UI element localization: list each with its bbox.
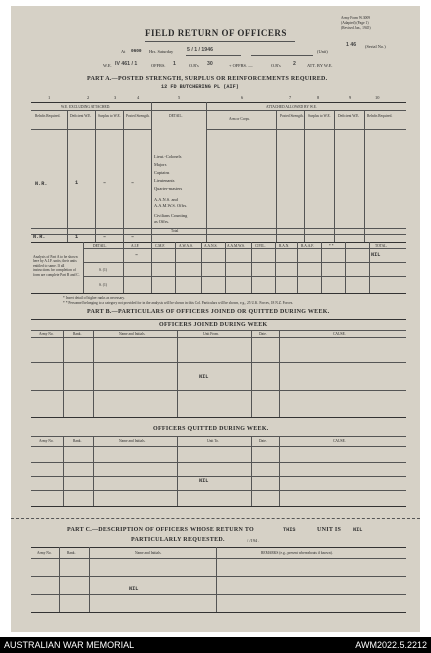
part-a-col-line <box>206 102 207 242</box>
row2-relnfts: N.R. <box>33 234 46 240</box>
analysis-row-label: S. (1) <box>99 283 107 287</box>
row1-surplus: – <box>103 180 107 186</box>
offrs-value: 1 <box>173 61 176 67</box>
hrs-value: 0600 <box>131 49 142 54</box>
part-a-unit-typed: 12 FD BUTCHERING PL (AIF) <box>161 84 239 90</box>
attached-header: ATTACHED ALLOWED BY W.E. <box>266 105 317 109</box>
part-a-col-line <box>334 110 335 242</box>
col-number: 2 <box>87 95 90 100</box>
serial-number: 1 46 <box>346 42 357 48</box>
part-a-col-line <box>276 110 277 242</box>
unit-line <box>251 55 313 56</box>
analysis-col-line <box>225 242 226 293</box>
rank-label: Lieut.-Colonels <box>154 154 182 159</box>
quitted-rule <box>31 476 406 477</box>
quitted-col-line <box>63 436 64 506</box>
rank-label: as Offrs. <box>154 219 170 224</box>
col-head-deficient-att: Deficient W.E. <box>338 114 360 118</box>
joined-bottom-rule <box>31 417 406 418</box>
analysis-col-line <box>251 242 252 293</box>
analysis-aif-value: – <box>135 252 139 258</box>
part-a-col-line <box>123 110 124 242</box>
quitted-rule <box>31 462 406 463</box>
analysis-rule <box>83 262 406 263</box>
rank-label: Majors <box>154 162 167 167</box>
rank-label: A.A.M.W.S. Offrs. <box>154 203 188 208</box>
joined-head-unit: Unit From. <box>203 332 219 336</box>
joined-head-cause: CAUSE. <box>333 332 346 336</box>
analysis-footnote-1: * Insert detail of higher ranks as necessary. <box>63 296 125 300</box>
joined-title: OFFICERS JOINED DURING WEEK <box>159 322 268 328</box>
part-c-col-line <box>89 547 90 612</box>
analysis-col-line <box>175 242 176 293</box>
part-c-col-line <box>216 547 217 612</box>
quitted-head-unit: Unit To. <box>207 439 219 443</box>
part-a-col-line <box>151 102 152 242</box>
col-head-relnfts-att: Relnfts Required. <box>367 114 393 118</box>
detail-header: DETAIL. <box>169 114 183 118</box>
col-number: 6 <box>241 95 244 100</box>
rank-label: Quarter-masters <box>154 186 183 191</box>
joined-head-rank: Rank. <box>73 332 82 336</box>
joined-col-line <box>63 330 64 417</box>
part-c-nil: NIL <box>129 586 139 592</box>
part-a-rule <box>31 110 406 111</box>
part-a-col-line <box>95 110 96 242</box>
quitted-head-cause: CAUSE. <box>333 439 346 443</box>
joined-col-line <box>93 330 94 417</box>
part-c-rule <box>31 576 406 577</box>
col-number: 7 <box>289 95 292 100</box>
part-c-requested-date: / /194 . <box>247 538 260 543</box>
total-label: Total <box>171 229 179 233</box>
plus-offrs-label: + OFFRS. — <box>229 63 253 68</box>
col-head-deficient: Deficient W.E. <box>70 114 92 118</box>
analysis-col-line <box>151 242 152 293</box>
joined-nil: NIL <box>199 374 209 380</box>
part-a-title: PART A.—POSTED STRENGTH, SURPLUS OR REINFORCEMENTS REQUIRED. <box>87 76 328 82</box>
part-c-head-rank: Rank. <box>67 551 76 555</box>
row1-deficient: 1 <box>75 180 79 186</box>
col-number: 4 <box>137 95 140 100</box>
part-a-rule <box>31 129 151 130</box>
quitted-head-army-no: Army No. <box>39 439 54 443</box>
col-head-arm: Arm or Corps. <box>229 117 250 121</box>
ors2-label: O.R's <box>271 63 281 68</box>
serial-label: (Serial No.) <box>365 44 386 49</box>
title-underline <box>145 41 295 42</box>
analysis-head-ran: R.A.N. <box>279 244 290 248</box>
we-excl-header: W.E. EXCLUDING ATTACHED. <box>61 105 111 109</box>
form-ref-line3: (Revised Jan., 1945) <box>341 26 371 30</box>
part-c-title: PART C.—DESCRIPTION OF OFFICERS WHOSE RETURN TO <box>67 527 254 533</box>
row2-posted: – <box>131 234 135 240</box>
part-a-col-line <box>364 110 365 242</box>
analysis-head-other: * * <box>329 244 334 248</box>
part-a-rule <box>31 234 406 235</box>
part-c-unit-is: UNIT IS <box>317 527 342 533</box>
att-label: ATT. BY W.E. <box>307 63 333 68</box>
quitted-head-date: Date. <box>259 439 267 443</box>
analysis-col-line <box>345 242 346 293</box>
joined-col-line <box>251 330 252 417</box>
row1-relnfts: N.R. <box>35 181 48 187</box>
part-a-col-line <box>304 110 305 242</box>
row2-surplus: – <box>103 234 107 240</box>
analysis-col-line <box>275 242 276 293</box>
analysis-head-detail: DETAIL. <box>93 244 107 248</box>
rank-label: Lieutenants <box>154 178 175 183</box>
joined-head-date: Date. <box>259 332 267 336</box>
part-b-top-rule <box>31 319 406 320</box>
quitted-rule <box>31 436 406 437</box>
form-ref-line1: Army Form W.3009 <box>341 16 371 20</box>
col-head-surplus: Surplus to W.E. <box>98 114 121 118</box>
analysis-total-value: NIL <box>371 252 381 258</box>
analysis-footnote-2: * * Personnel belonging to a category not provided for in the analysis will be shown in this Col. Particulars will be shown, e.g., 25 U.K. Forces, 18 N.Z. Forces. <box>63 301 294 305</box>
quitted-head-rank: Rank. <box>73 439 82 443</box>
date-line <box>186 55 241 56</box>
part-a-rule <box>206 129 406 130</box>
part-c-rule <box>31 558 406 559</box>
part-c-bottom-rule <box>31 612 406 613</box>
analysis-rule <box>83 276 406 277</box>
joined-rule <box>31 362 406 363</box>
we-value: IV 461 / 1 <box>115 61 138 67</box>
part-a-bottom-rule <box>31 242 406 243</box>
analysis-head-aans: A.A.N.S. <box>204 244 218 248</box>
joined-rule <box>31 390 406 391</box>
joined-head-name: Name and Initials. <box>119 332 146 336</box>
analysis-head-cmf: C.M.F. <box>155 244 165 248</box>
quitted-col-line <box>251 436 252 506</box>
tear-line <box>11 518 420 519</box>
return-date: 5 / 1 / 1946 <box>187 47 213 53</box>
joined-rule <box>31 330 406 331</box>
part-c-rule <box>31 594 406 595</box>
part-c-nil-typed: NIL <box>353 527 363 533</box>
footer-accession: AWM2022.5.2212 <box>355 640 427 650</box>
analysis-head-civil: CIVIL. <box>255 244 266 248</box>
part-a-rule <box>31 228 406 229</box>
row2-deficient: 1 <box>75 234 79 240</box>
part-b-title: PART B.—PARTICULARS OF OFFICERS JOINED OR QUITTED DURING WEEK. <box>87 309 330 315</box>
form-sheet <box>11 6 420 632</box>
part-c-return-to: THIS <box>283 527 296 533</box>
analysis-col-line <box>123 242 124 293</box>
analysis-head-aif: A.I.F. <box>131 244 140 248</box>
part-c-requested: PARTICULARLY REQUESTED. <box>131 537 225 543</box>
analysis-col-line <box>201 242 202 293</box>
offrs-label: OFFRS. <box>151 63 166 68</box>
quitted-rule <box>31 490 406 491</box>
quitted-col-line <box>177 436 178 506</box>
we-label: W.E. <box>103 63 112 68</box>
quitted-rule <box>31 446 406 447</box>
form-ref-line2: (Adapted) (Page 1) <box>341 21 369 25</box>
part-c-head-army-no: Army No. <box>37 551 52 555</box>
quitted-col-line <box>279 436 280 506</box>
at-label: At <box>121 49 126 54</box>
analysis-col-line <box>369 242 370 293</box>
analysis-row-label: S. (1) <box>99 268 107 272</box>
col-number: 3 <box>114 95 117 100</box>
ors-label: O.R's <box>189 63 199 68</box>
hrs-saturday-label: Hrs. Saturday <box>149 49 174 54</box>
form-title: FIELD RETURN OF OFFICERS <box>145 28 287 38</box>
rank-label: Captains <box>154 170 170 175</box>
quitted-bottom-rule <box>31 506 406 507</box>
analysis-col-line <box>83 242 84 293</box>
footer-institution: AUSTRALIAN WAR MEMORIAL <box>4 640 135 650</box>
analysis-head-total: TOTAL. <box>375 244 388 248</box>
joined-col-line <box>177 330 178 417</box>
col-number: 1 <box>48 95 51 100</box>
part-a-col-line <box>67 110 68 242</box>
rank-label: Civilians Counting <box>154 213 188 218</box>
analysis-head-aamws: A.A.M.W.S. <box>227 244 245 248</box>
quitted-title: OFFICERS QUITTED DURING WEEK. <box>153 426 269 432</box>
col-number: 8 <box>317 95 320 100</box>
part-c-head-remarks: REMARKS (e.g., present whereabouts if known). <box>261 551 333 555</box>
joined-col-line <box>279 330 280 417</box>
analysis-rule <box>83 248 406 249</box>
analysis-note: Analysis of Part A to be shown here by A.I.F. units; their units entitled to same. If all instructions for completion of form are complete Part B and C. <box>33 255 80 277</box>
quitted-head-name: Name and Initials. <box>119 439 146 443</box>
analysis-head-awas: A.W.A.S. <box>179 244 193 248</box>
col-head-surplus-att: Surplus to W.E. <box>308 114 331 118</box>
col-number: 5 <box>178 95 181 100</box>
analysis-bottom-rule <box>31 293 406 294</box>
joined-rule <box>31 337 406 338</box>
quitted-col-line <box>93 436 94 506</box>
ors2-value: 2 <box>293 61 296 67</box>
col-head-posted-att: Posted Strength. <box>280 114 304 118</box>
row1-posted: – <box>131 180 135 186</box>
joined-head-army-no: Army No. <box>39 332 54 336</box>
part-c-col-line <box>59 547 60 612</box>
ors-value: 30 <box>207 61 213 67</box>
part-c-head-name: Name and Initials. <box>135 551 162 555</box>
quitted-nil: NIL <box>199 478 209 484</box>
part-a-top-rule <box>31 102 406 103</box>
rank-label: A.A.N.S. and <box>154 197 178 202</box>
col-number: 10 <box>375 95 380 100</box>
unit-label: (Unit) <box>317 49 328 54</box>
analysis-head-raaf: R.A.A.F. <box>301 244 314 248</box>
col-number: 9 <box>349 95 352 100</box>
archive-footer <box>0 637 431 653</box>
analysis-col-line <box>321 242 322 293</box>
col-head-relnfts: Relnfts Required. <box>35 114 61 118</box>
col-head-posted: Posted Strength. <box>126 114 150 118</box>
part-c-top-rule <box>31 547 406 548</box>
analysis-col-line <box>297 242 298 293</box>
